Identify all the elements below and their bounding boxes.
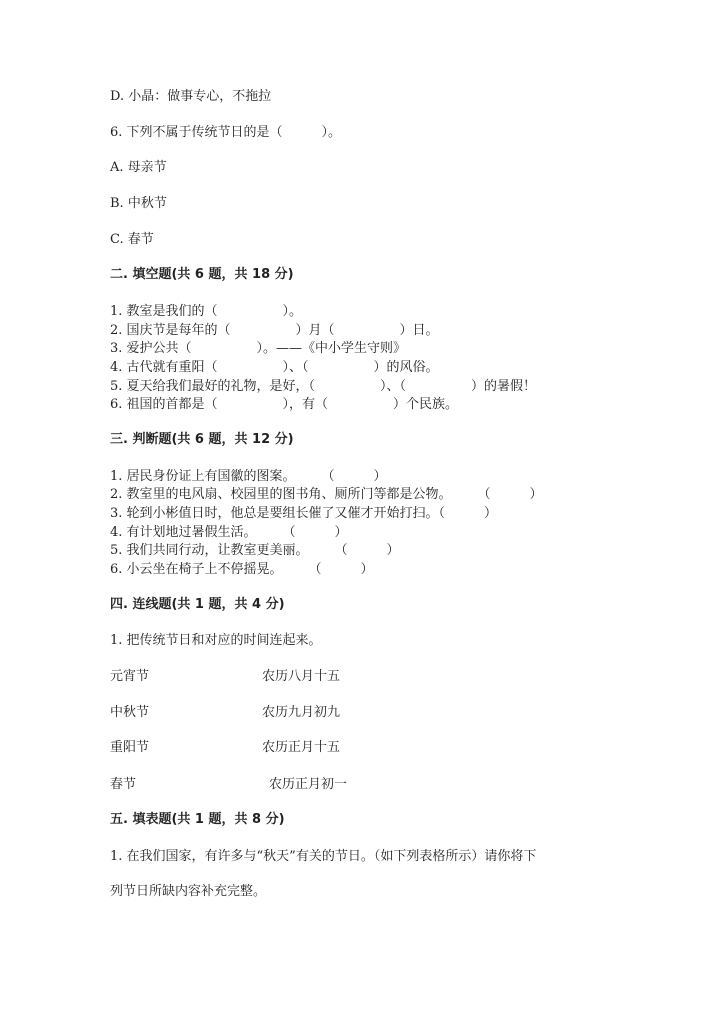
judge-item: 5. 我们共同行动，让教室更美丽。 （ ） — [110, 543, 400, 558]
q6-option-b: B. 中秋节 — [110, 196, 167, 211]
section3-heading: 三. 判断题(共 6 题，共 12 分) — [110, 432, 294, 447]
q5-option-d: D. 小晶：做事专心，不拖拉 — [110, 89, 272, 104]
festival-name: 重阳节 — [110, 740, 150, 755]
judge-item: 4. 有计划地过暑假生活。 （ ） — [110, 525, 348, 540]
festival-date: 农历正月初一 — [269, 777, 348, 792]
judge-item: 1. 居民身份证上有国徽的图案。 （ ） — [110, 469, 387, 484]
festival-name: 中秋节 — [110, 705, 150, 720]
fill-item: 4. 古代就有重阳（ ）、（ ）的风俗。 — [110, 360, 439, 375]
festival-date: 农历正月十五 — [262, 740, 341, 755]
festival-date: 农历九月初九 — [262, 705, 341, 720]
fill-item: 5. 夏天给我们最好的礼物，是好，（ ）、（ ）的暑假！ — [110, 379, 537, 394]
matching-stem: 1. 把传统节日和对应的时间连起来。 — [110, 633, 322, 648]
judge-item: 6. 小云坐在椅子上不停摇晃。 （ ） — [110, 562, 374, 577]
q6-stem: 6. 下列不属于传统节日的是（ ）。 — [110, 125, 342, 140]
section4-heading: 四. 连线题(共 1 题，共 4 分) — [110, 597, 285, 612]
judge-item: 2. 教室里的电风扇、校园里的图书角、厕所门等都是公物。 （ ） — [110, 487, 543, 502]
q6-option-a: A. 母亲节 — [110, 160, 167, 175]
fill-item: 6. 祖国的首都是（ ），有（ ）个民族。 — [110, 397, 459, 412]
q6-option-c: C. 春节 — [110, 232, 154, 247]
table-stem-line2: 列节日所缺内容补充完整。 — [110, 884, 267, 899]
festival-name: 元宵节 — [110, 669, 150, 684]
fill-item: 2. 国庆节是每年的（ ）月（ ）日。 — [110, 323, 439, 338]
section5-heading: 五. 填表题(共 1 题，共 8 分) — [110, 812, 285, 827]
festival-name: 春节 — [110, 777, 137, 792]
festival-date: 农历八月十五 — [262, 669, 341, 684]
judge-item: 3. 轮到小彬值日时，他总是要组长催了又催才开始打扫。（ ） — [110, 506, 498, 521]
table-stem-line1: 1. 在我们国家，有许多与“秋天”有关的节日。（如下列表格所示）请你将下 — [110, 849, 537, 864]
fill-item: 1. 教室是我们的（ ）。 — [110, 304, 303, 319]
fill-item: 3. 爱护公共（ ）。——《中小学生守则》 — [110, 341, 407, 356]
section2-heading: 二. 填空题(共 6 题，共 18 分) — [110, 267, 294, 282]
